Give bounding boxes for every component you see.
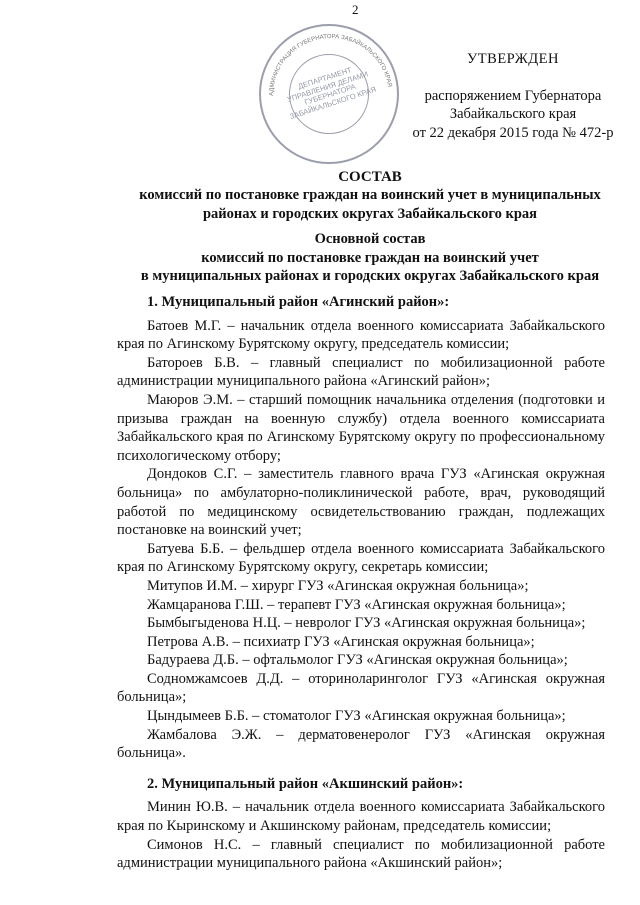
member-entry: Бадураева Д.Б. – офтальмолог ГУЗ «Агинская окружная больница»; xyxy=(147,652,568,669)
approval-line: Забайкальского края xyxy=(449,106,577,122)
main-line: комиссий по постановке граждан на воинский учет xyxy=(201,249,539,266)
member-entry: Батороев Б.В. – главный специалист по мобилизационной работе администрации муниципального района «Агинский район»; xyxy=(117,354,605,390)
approval-block xyxy=(388,50,638,142)
member-entry: Батоев М.Г. – начальник отдела военного комиссариата Забайкальского края по Агинскому Бурятскому округу, председатель комиссии; xyxy=(117,317,605,353)
main-title: Основной состав xyxy=(314,231,426,247)
member-entry: Дондоков С.Г. – заместитель главного врача ГУЗ «Агинская окружная больница» по амбулаторно-поликлинической работе, врач, руководящий работой по медицинскому освидетельствованию граждан, подлежащих постановке на воинский учет; xyxy=(117,466,605,539)
member-entry: Симонов Н.С. – главный специалист по мобилизационной работе администрации муниципального района «Акшинский район»; xyxy=(117,836,605,872)
member-entry: Бымбыгыденова Н.Ц. – невролог ГУЗ «Агинская окружная больница»; xyxy=(147,615,586,632)
member-entry: Митупов И.М. – хирург ГУЗ «Агинская окружная больница»; xyxy=(147,577,529,594)
approval-line: распоряжением Губернатора xyxy=(424,87,602,104)
document-body xyxy=(117,293,605,873)
member-entry: Содномжамсоев Д.Д. – оториноларинголог ГУЗ «Агинская окружная больница»; xyxy=(117,670,605,706)
document-title: СОСТАВ xyxy=(338,169,402,185)
page-number: 2 xyxy=(352,2,359,17)
stamp-inner-text: ДЕПАРТАМЕНТ УПРАВЛЕНИЯ ДЕЛАМИ ГУБЕРНАТОРА ЗАБАЙКАЛЬСКОГО КРАЯ xyxy=(285,65,378,121)
section-title: 1. Муниципальный район «Агинский район»: xyxy=(147,294,450,310)
member-entry: Цындымеев Б.Б. – стоматолог ГУЗ «Агинская окружная больница»; xyxy=(147,708,566,725)
subtitle-line: районах и городских округах Забайкальского края xyxy=(202,205,538,222)
member-entry: Жамбалова Э.Ж. – дерматовенеролог ГУЗ «Агинская окружная больница». xyxy=(117,726,605,762)
member-entry: Жамцаранова Г.Ш. – терапевт ГУЗ «Агинская окружная больница»; xyxy=(147,596,566,613)
main-composition-heading xyxy=(100,230,640,286)
document-subtitle xyxy=(100,186,640,223)
member-entry: Минин Ю.В. – начальник отдела военного комиссариата Забайкальского края по Кыринскому и Акшинскому районам, председатель комиссии; xyxy=(117,799,605,835)
approval-title: УТВЕРЖДЕН xyxy=(467,51,559,67)
official-stamp xyxy=(259,24,399,164)
main-line: в муниципальных районах и городских округах Забайкальского края xyxy=(140,268,600,284)
member-entry: Маюров Э.М. – старший помощник начальника отделения (подготовки и призыва граждан на военную службу) отдела военного комиссариата Забайкальского края по Агинскому Бурятскому округу по профессиональному психологическому отбору; xyxy=(117,391,605,464)
member-entry: Батуева Б.Б. – фельдшер отдела военного комиссариата Забайкальского края по Агинскому Бурятскому округу, секретарь комиссии; xyxy=(117,540,605,576)
member-entry: Петрова А.В. – психиатр ГУЗ «Агинская окружная больница»; xyxy=(147,633,535,650)
section-title: 2. Муниципальный район «Акшинский район»: xyxy=(147,775,464,792)
subtitle-line: комиссий по постановке граждан на воинский учет в муниципальных xyxy=(139,187,601,203)
approval-line: от 22 декабря 2015 года № 472-р xyxy=(412,124,614,141)
stamp-ring-text: АДМИНИСТРАЦИЯ ГУБЕРНАТОРА ЗАБАЙКАЛЬСКОГО КРАЯ xyxy=(268,33,393,97)
